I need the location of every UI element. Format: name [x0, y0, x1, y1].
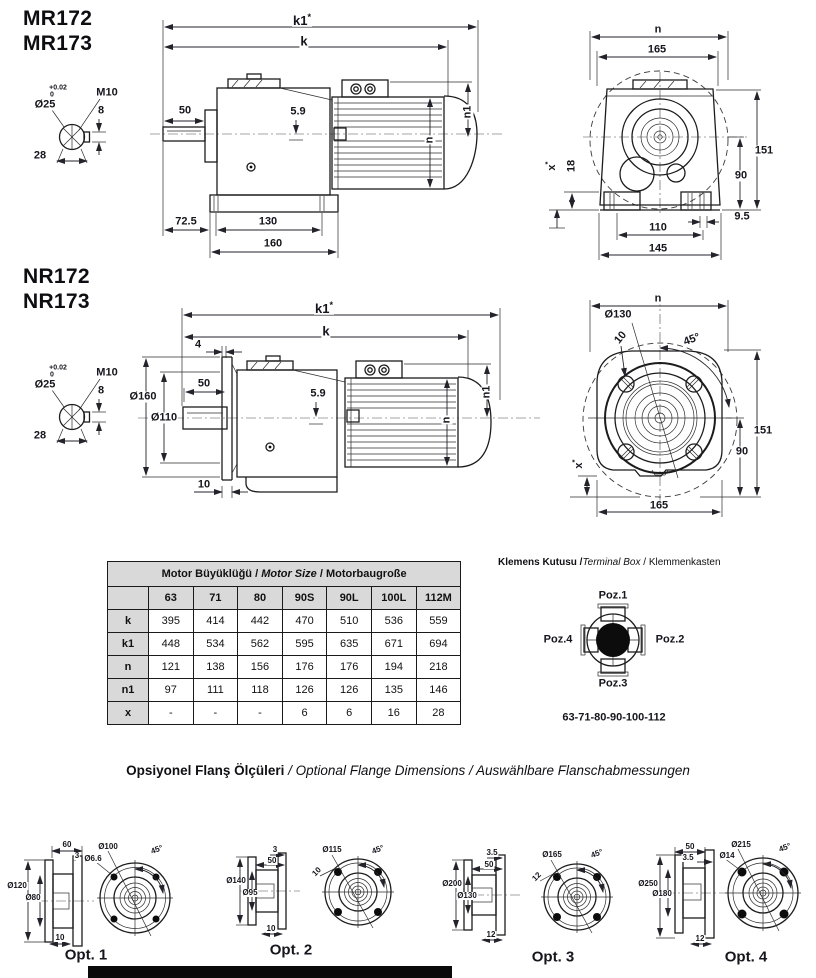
dim-x: x*: [543, 161, 558, 171]
column-header: 63: [149, 587, 194, 610]
mr-title-line1: MR172: [23, 7, 93, 30]
dim-k: k: [300, 33, 308, 49]
dim-9-5: 9.5: [734, 210, 750, 223]
opt2-bolt-circle: Ø115: [322, 845, 342, 854]
dim-50: 50: [178, 104, 192, 117]
opt3-angle: 45°: [589, 847, 605, 860]
opt1-bolt-circle: Ø100: [98, 842, 118, 851]
opt3-bolt-circle: Ø165: [542, 850, 562, 859]
shaft-diameter-label: Ø25: [34, 378, 56, 391]
opt4-bolt-circle: Ø215: [731, 840, 751, 849]
table-row: x - - - 6 6 16 28: [108, 702, 461, 725]
row-label: n1: [108, 679, 149, 702]
opt3-dim-outer: Ø200: [442, 879, 462, 888]
dim-n1: n1: [480, 385, 493, 399]
dim-5-9: 5.9: [290, 105, 306, 118]
dim-n: n: [440, 416, 453, 424]
column-header: 80: [238, 587, 283, 610]
opt4-dim-step: 3.5: [682, 853, 694, 862]
opt2-dim-step: 3: [272, 845, 278, 854]
opt4-hole-dia: Ø14: [719, 851, 735, 860]
opt2-dim-length: 50: [267, 856, 277, 865]
column-header: 90L: [327, 587, 372, 610]
dim-145: 145: [648, 242, 668, 255]
dim-x: x*: [570, 459, 585, 469]
dim-n: n: [423, 136, 436, 144]
dim-165: 165: [649, 499, 669, 512]
dim-50: 50: [197, 377, 211, 390]
shaft-tolerance-plus: +0.02: [49, 364, 67, 372]
table-row: n1 97 111 118 126 126 135 146: [108, 679, 461, 702]
table-title: Motor Büyüklüğü / Motor Size / Motorbaugroße: [108, 562, 461, 587]
shaft-tolerance-plus: +0.02: [49, 84, 67, 92]
dim-n1: n1: [461, 105, 474, 119]
table-row: k 395 414 442 470 510 536 559: [108, 610, 461, 633]
optional-flange-heading: Opsiyonel Flanş Ölçüleri / Optional Flange Dimensions / Auswählbare Flanschabmessungen: [126, 763, 690, 778]
opt3-dim-step: 3.5: [486, 848, 498, 857]
opt2-dim-bottom: 10: [266, 924, 276, 933]
opt4-dim-bottom: 12: [695, 934, 705, 943]
dim-18: 18: [565, 159, 578, 173]
terminal-position-1: Poz.1: [598, 589, 628, 602]
shaft-key-height-label: 8: [97, 104, 105, 117]
dim-10-hole: 10: [612, 329, 630, 347]
terminal-position-4: Poz.4: [543, 633, 573, 646]
dim-k: k: [322, 323, 330, 339]
mr-side-view-drawing: [150, 20, 505, 258]
opt4-dim-outer: Ø250: [638, 879, 658, 888]
column-header: 71: [193, 587, 238, 610]
opt1-dim-length: 60: [62, 840, 72, 849]
nr-front-view-drawing: [570, 292, 761, 517]
opt3-dim-spigot: Ø130: [457, 891, 477, 900]
shaft-diameter-label: Ø25: [34, 98, 56, 111]
row-label: x: [108, 702, 149, 725]
dim-160: 160: [263, 237, 283, 250]
opt1-dim-spigot: Ø80: [25, 893, 41, 902]
dim-n: n: [654, 292, 662, 305]
opt3-dim-length: 50: [484, 860, 494, 869]
dim-90: 90: [734, 169, 748, 182]
shaft-key-length-label: 28: [33, 429, 47, 442]
opt4-dim-spigot: Ø180: [652, 889, 672, 898]
shaft-thread-label: M10: [96, 86, 118, 99]
nr-title-line1: NR172: [23, 265, 90, 288]
row-label: n: [108, 656, 149, 679]
dim-10: 10: [197, 478, 211, 491]
shaft-tolerance-zero: 0: [50, 91, 54, 99]
opt2-dim-spigot: Ø95: [242, 888, 258, 897]
row-label: k1: [108, 633, 149, 656]
table-row: k1 448 534 562 595 635 671 694: [108, 633, 461, 656]
shaft-key-length-label: 28: [33, 149, 47, 162]
opt1-dim-step: 3: [74, 851, 80, 860]
opt3-hole-dia: 12: [530, 870, 543, 883]
opt2-dim-outer: Ø140: [226, 876, 246, 885]
dim-4: 4: [194, 338, 202, 351]
opt2-hole-dia: 10: [310, 865, 323, 878]
opt2-angle: 45°: [370, 843, 386, 856]
opt1-angle: 45°: [149, 843, 165, 856]
dim-k1: k1*: [314, 299, 334, 317]
dim-90: 90: [735, 445, 749, 458]
opt4-dim-length: 50: [685, 842, 695, 851]
opt4-flange-drawing: [656, 847, 801, 944]
dim-k1: k1*: [292, 11, 312, 29]
terminal-box-heading: Klemens Kutusu /Terminal Box / Klemmenkasten: [498, 557, 721, 568]
terminal-position-2: Poz.2: [655, 633, 685, 646]
dim-dia-130: Ø130: [604, 308, 632, 321]
opt1-dim-outer: Ø120: [7, 881, 27, 890]
opt4-label: Opt. 4: [724, 948, 768, 966]
dim-5-9: 5.9: [310, 387, 326, 400]
opt3-label: Opt. 3: [531, 948, 575, 966]
opt2-label: Opt. 2: [269, 941, 313, 959]
terminal-box-diagram: [581, 604, 645, 676]
dim-dia-160: Ø160: [129, 390, 157, 403]
opt4-angle: 45°: [777, 841, 793, 854]
shaft-tolerance-zero: 0: [50, 371, 54, 379]
dim-72-5: 72.5: [175, 215, 197, 228]
opt1-label: Opt. 1: [64, 946, 108, 964]
terminal-position-3: Poz.3: [598, 677, 628, 690]
dim-dia-110: Ø110: [150, 411, 178, 424]
opt1-dim-bottom: 10: [55, 933, 65, 942]
dim-110: 110: [649, 221, 667, 234]
row-label: k: [108, 610, 149, 633]
shaft-key-height-label: 8: [97, 384, 105, 397]
opt1-hole-dia: Ø6.6: [84, 854, 102, 863]
dim-151: 151: [754, 144, 774, 157]
terminal-box-sizes-note: 63-71-80-90-100-112: [562, 711, 666, 724]
table-corner-cell: [108, 587, 149, 610]
column-header: 112M: [416, 587, 461, 610]
footer-bar: [88, 966, 452, 978]
nr-title-line2: NR173: [23, 290, 90, 313]
opt3-dim-bottom: 12: [486, 930, 496, 939]
mr-title-line2: MR173: [23, 32, 93, 55]
motor-size-dimension-table: [107, 561, 461, 725]
dim-130: 130: [258, 215, 278, 228]
dim-165: 165: [647, 43, 667, 56]
nr-side-view-drawing: [138, 308, 540, 498]
table-row: n 121 138 156 176 176 194 218: [108, 656, 461, 679]
dim-n: n: [654, 23, 662, 36]
shaft-thread-label: M10: [96, 366, 118, 379]
dim-45-deg: 45°: [681, 331, 702, 349]
column-header: 90S: [282, 587, 327, 610]
dim-151: 151: [753, 424, 773, 437]
column-header: 100L: [371, 587, 416, 610]
